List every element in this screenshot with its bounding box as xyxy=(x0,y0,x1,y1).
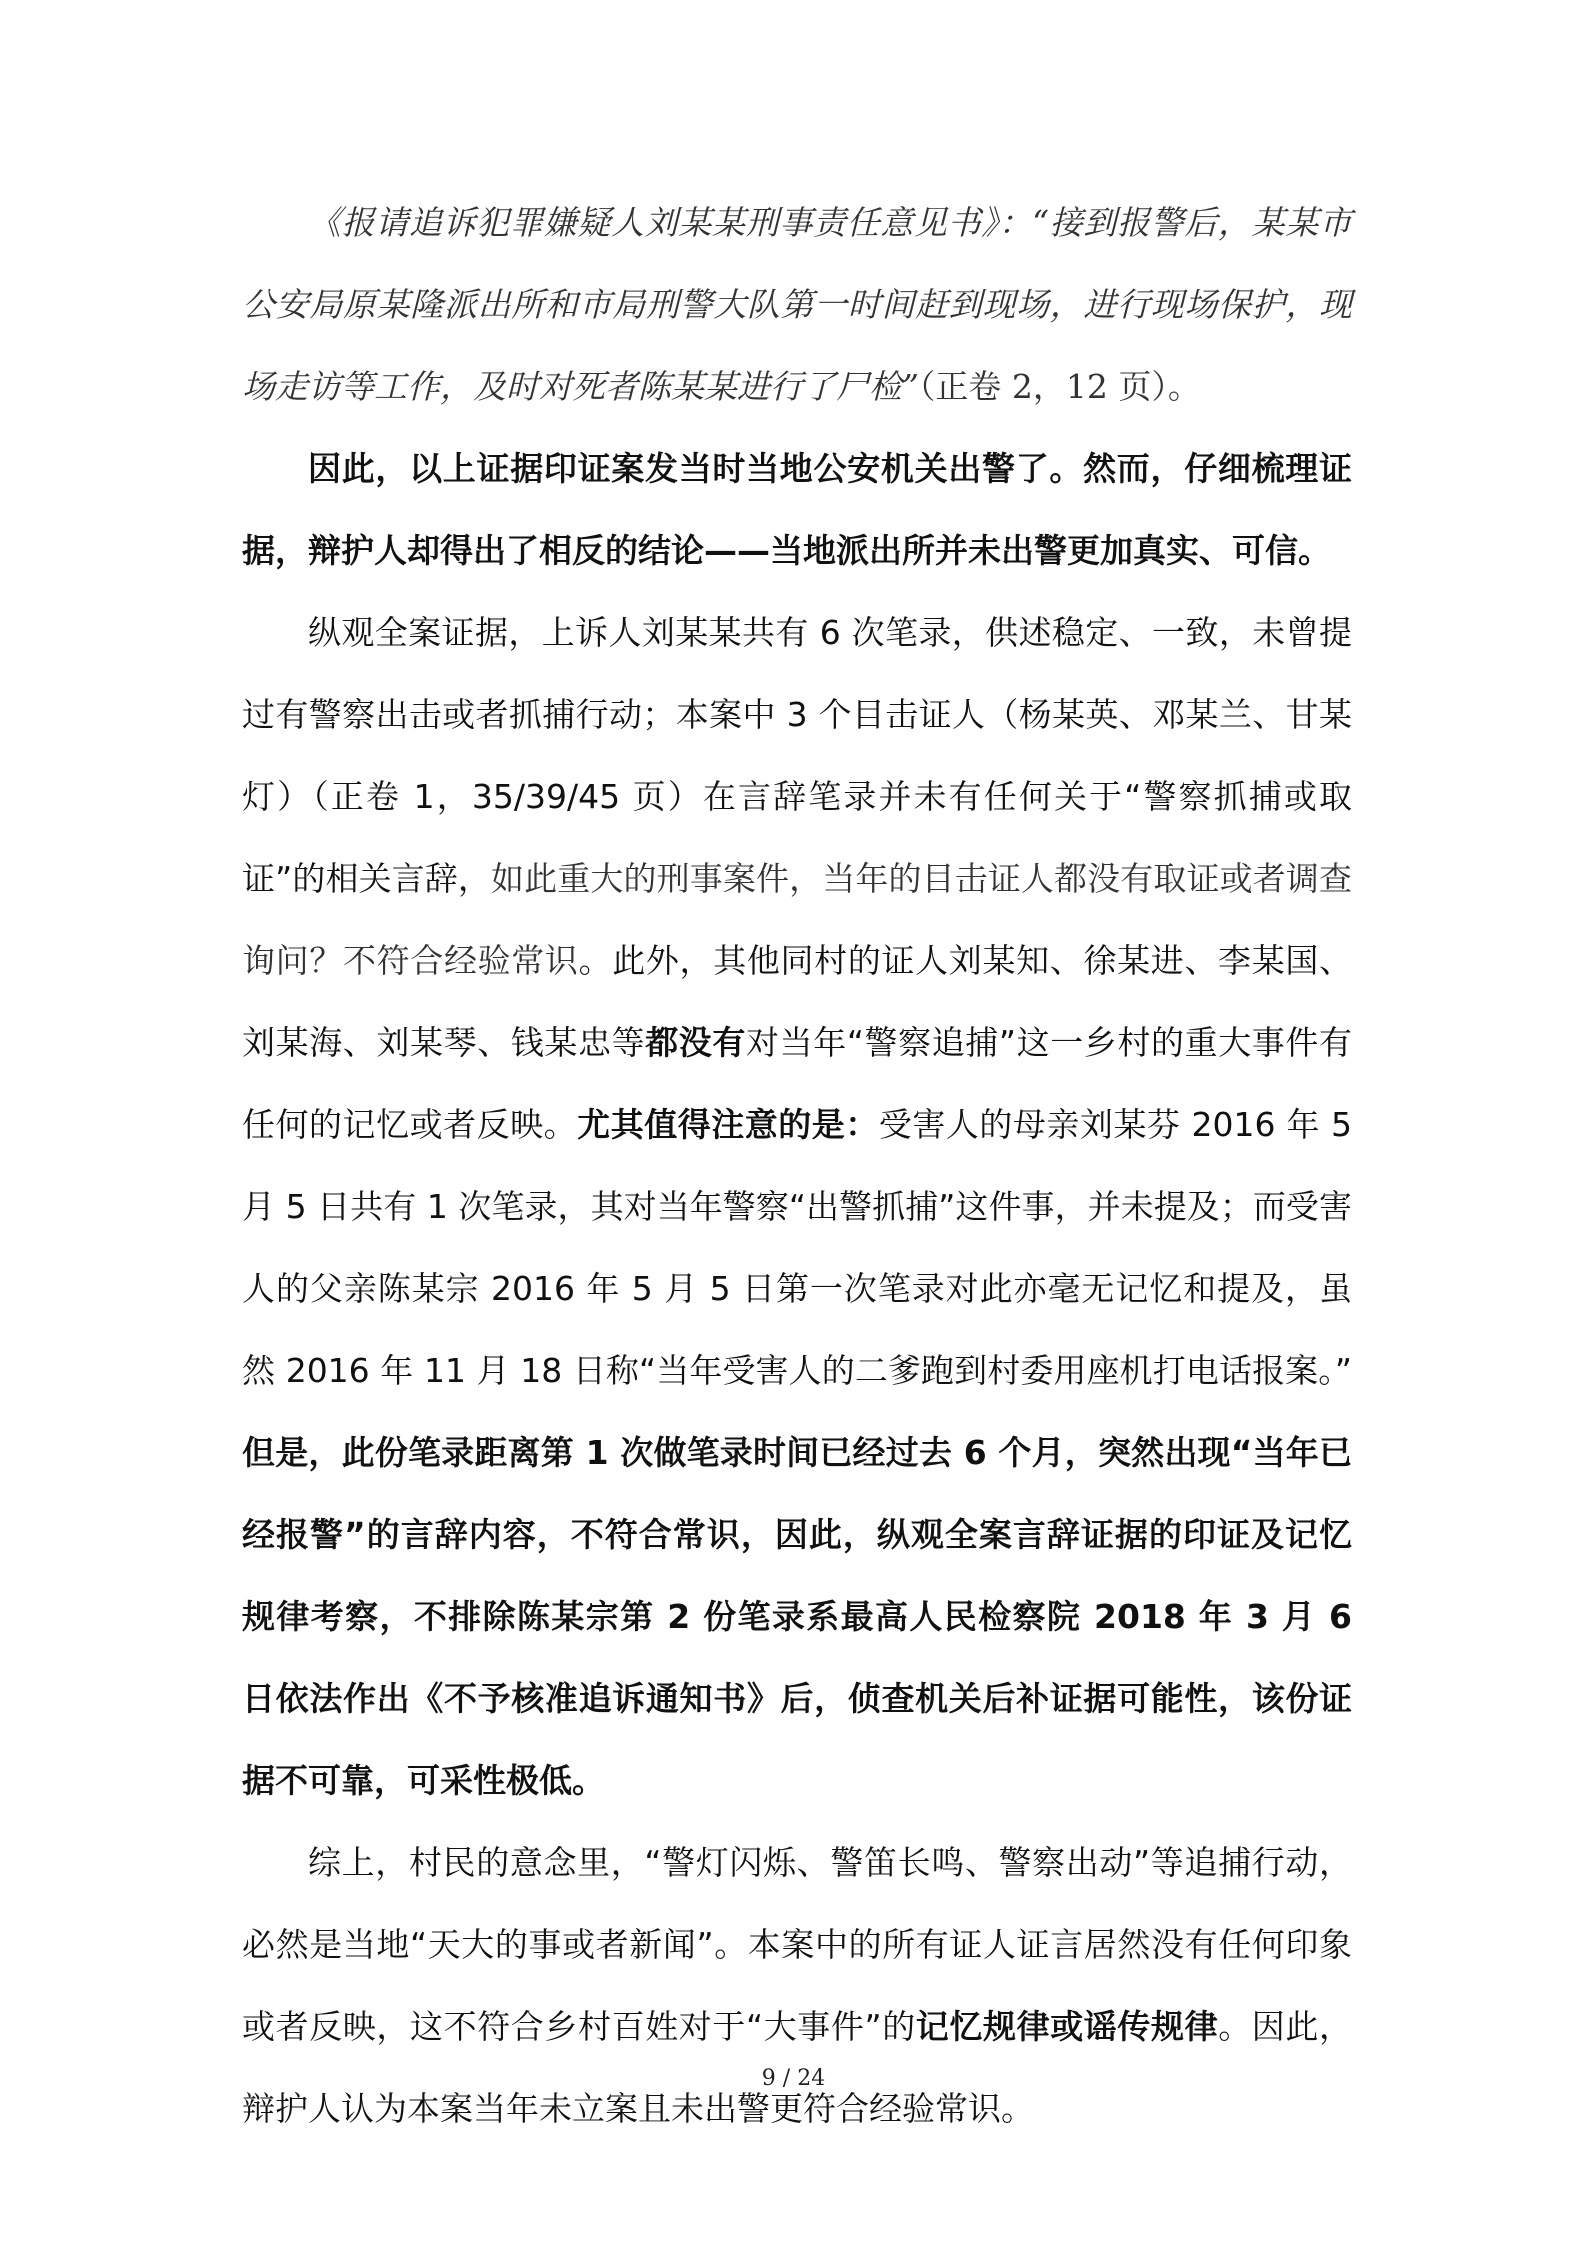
paragraph-quote xyxy=(242,182,1352,428)
document-body xyxy=(242,182,1352,2150)
evidence-text-7: 受害人的母亲刘某芬 2016 年 5 月 5 日共有 1 次笔录，其对当年警察“出警抓捕”这件事，并未提及；而受害人的父亲陈某宗 2016 年 5 月 5 日第一次笔录对此亦毫无记忆和提及，虽然 2016 年 11 月 18 日称“当年受害人的二爹跑到村委用座机打电话报案。” xyxy=(242,1105,1352,1390)
evidence-text-5: 对当年“警察追捕”这一乡村的重大事件有任何的记忆或者反映。 xyxy=(242,1023,1353,1144)
page-number: 9 / 24 xyxy=(761,2066,826,2091)
evidence-text-1: 纵观全案证据，上诉人刘某某共有 6 次笔录，供述稳定、一致，未曾提过有警察出击或者抓捕行动；本案中 3 个目击证人（杨某英、邓某兰、甘某灯）（正卷 1，35/39/45 页）在言辞笔录并未有任何关于“警察抓捕或取证”的相关言辞， xyxy=(242,613,1352,898)
evidence-text-3: 。此外，其他同村的证人刘某知、徐某进、李某国、刘某海、刘某琴、钱某忠等 xyxy=(242,941,1352,1062)
evidence-text-8: 但是，此份笔录距离第 1 次做笔录时间已经过去 6 个月，突然出现“当年已经报警”的言辞内容，不符合常识，因此，纵观全案言辞证据的印证及记忆规律考察，不排除陈某宗第 2 份笔录系最高人民检察院 2018 年 3 月 6 日依法作出《不予核准追诉通知书》后，侦查机关后补证据可能性，该份证据不可靠，可采性极低。 xyxy=(242,1433,1352,1800)
conclusion-text: 因此，以上证据印证案发当时当地公安机关出警了。然而，仔细梳理证据，辩护人却得出了相反的结论——当地派出所并未出警更加真实、可信。 xyxy=(242,449,1352,570)
paragraph-summary xyxy=(242,1822,1352,2150)
evidence-text-4: 都没有 xyxy=(645,1023,747,1062)
evidence-text-6: 尤其值得注意的是： xyxy=(577,1105,879,1144)
summary-text-2: 记忆规律或谣传规律 xyxy=(915,2007,1219,2046)
quote-text: 《报请追诉犯罪嫌疑人刘某某刑事责任意见书》：“接到报警后，某某市公安局原某隆派出所和市局刑警大队第一时间赶到现场，进行现场保护，现场走访等工作，及时对死者陈某某进行了尸检” xyxy=(242,203,1352,406)
paragraph-evidence-review xyxy=(242,592,1352,1822)
summary-text-3: 。因此，辩护人认为本案当年未立案且未出警更符合经验常识。 xyxy=(242,2007,1353,2128)
paragraph-conclusion xyxy=(242,428,1352,592)
quote-citation: （正卷 2，12 页）。 xyxy=(918,367,1201,406)
summary-text-1: 综上，村民的意念里，“警灯闪烁、警笛长鸣、警察出动”等追捕行动，必然是当地“天大的事或者新闻”。本案中的所有证人证言居然没有任何印象或者反映，这不符合乡村百姓对于“大事件”的 xyxy=(242,1843,1352,2046)
evidence-text-2: 如此重大的刑事案件，当年的目击证人都没有取证或者调查询问？不符合经验常识 xyxy=(242,859,1352,980)
